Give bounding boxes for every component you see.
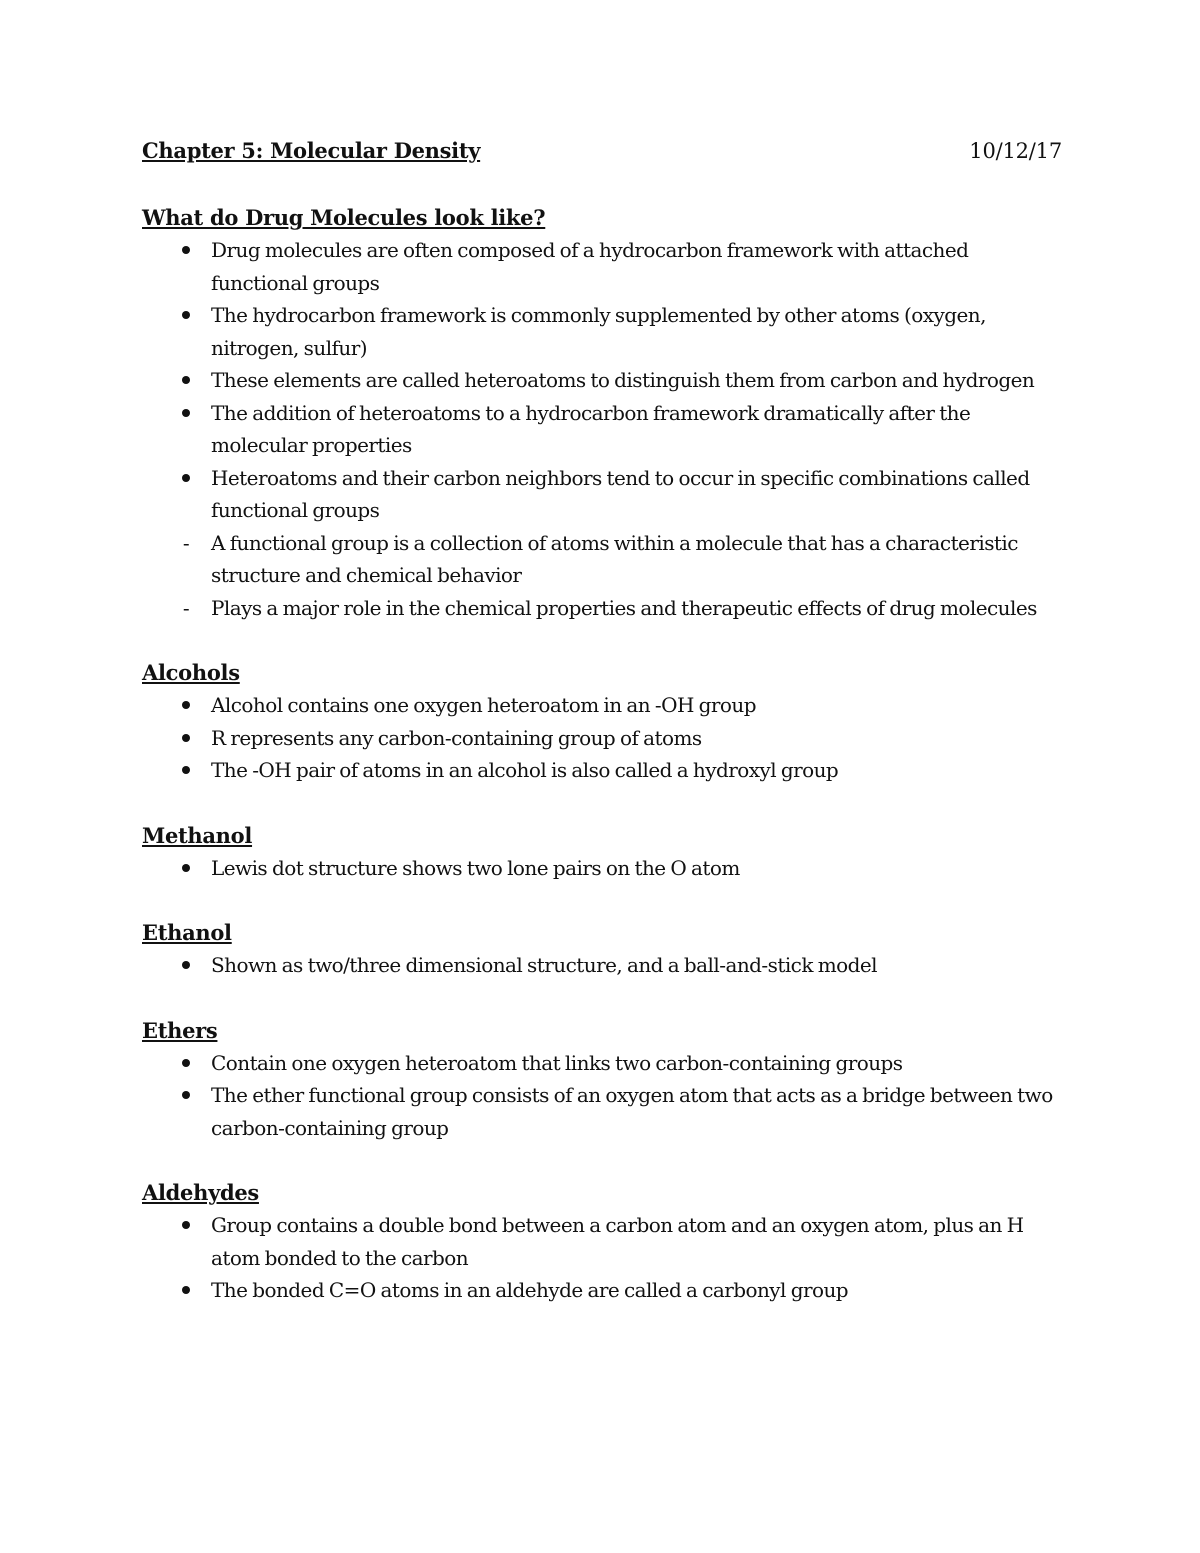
- list-item-text: Contain one oxygen heteroatom that links two carbon-containing groups: [211, 1050, 903, 1075]
- bullet-marker: [176, 397, 196, 430]
- list-item: [142, 527, 1062, 592]
- bullet-marker: [176, 1047, 196, 1080]
- list-item-text: A functional group is a collection of atoms within a molecule that has a characteristic structure and chemical behavior: [211, 530, 1018, 587]
- section: [142, 1015, 1062, 1145]
- section-heading: Ethanol: [142, 920, 232, 945]
- list-item: [142, 462, 1062, 527]
- list-item: [142, 1079, 1062, 1144]
- section-heading: Alcohols: [142, 660, 240, 685]
- list-item-text: The bonded C=O atoms in an aldehyde are called a carbonyl group: [211, 1278, 849, 1302]
- list-item: [142, 397, 1062, 462]
- bullet-marker: [176, 754, 196, 787]
- list-item-text: Drug molecules are often composed of a hydrocarbon framework with attached functional groups: [211, 238, 969, 295]
- list-item: [142, 1047, 1062, 1080]
- note-date: 10/12/17: [969, 139, 1062, 163]
- notes-body: [142, 202, 1062, 1307]
- document-page: [142, 138, 1062, 1340]
- list-item-text: Alcohol contains one oxygen heteroatom in an -OH group: [211, 693, 757, 717]
- list-item: [142, 852, 1062, 885]
- bullet-marker: [176, 364, 196, 397]
- bullet-marker: [176, 852, 196, 885]
- title-row: [142, 138, 1062, 178]
- list-item-text: These elements are called heteroatoms to distinguish them from carbon and hydrogen: [211, 368, 1035, 392]
- list-item-text: The addition of heteroatoms to a hydrocarbon framework dramatically after the molecular properties: [211, 400, 971, 457]
- list-item: [142, 754, 1062, 787]
- list-item-text: Heteroatoms and their carbon neighbors tend to occur in specific combinations called functional groups: [211, 465, 1030, 522]
- bullet-list: [142, 1209, 1062, 1307]
- bullet-marker: [176, 234, 196, 267]
- list-item: [142, 234, 1062, 299]
- list-item: [142, 1209, 1062, 1274]
- bullet-marker: [176, 299, 196, 332]
- section: [142, 202, 1062, 624]
- bullet-marker: [176, 462, 196, 495]
- section: [142, 1177, 1062, 1307]
- list-item: [142, 949, 1062, 982]
- list-item-text: Group contains a double bond between a carbon atom and an oxygen atom, plus an H atom bonded to the carbon: [211, 1213, 1024, 1270]
- list-item-text: Lewis dot structure shows two lone pairs on the O atom: [211, 855, 740, 880]
- list-item: [142, 689, 1062, 722]
- list-item: [142, 299, 1062, 364]
- bullet-marker: [176, 1274, 196, 1307]
- list-item-text: The ether functional group consists of an oxygen atom that acts as a bridge between two carbon-containing group: [211, 1083, 1053, 1140]
- list-item: [142, 1274, 1062, 1307]
- bullet-marker: [176, 1209, 196, 1242]
- list-item: [142, 722, 1062, 755]
- bullet-marker: [176, 689, 196, 722]
- section-heading: Ethers: [142, 1017, 218, 1043]
- list-item: [142, 364, 1062, 397]
- dash-marker: [176, 527, 196, 560]
- list-item-text: Plays a major role in the chemical properties and therapeutic effects of drug molecules: [211, 595, 1037, 620]
- bullet-list: [142, 852, 1062, 885]
- list-item: [142, 592, 1062, 625]
- list-item-text: R represents any carbon-containing group of atoms: [211, 725, 702, 750]
- bullet-list: [142, 234, 1062, 624]
- list-item-text: The hydrocarbon framework is commonly supplemented by other atoms (oxygen, nitrogen, sulfur): [211, 303, 986, 360]
- bullet-list: [142, 1047, 1062, 1145]
- list-item-text: Shown as two/three dimensional structure, and a ball-and-stick model: [211, 953, 877, 977]
- chapter-title: Chapter 5: Molecular Density: [142, 138, 481, 163]
- section: [142, 657, 1062, 787]
- bullet-list: [142, 949, 1062, 982]
- bullet-list: [142, 689, 1062, 787]
- section: [142, 917, 1062, 982]
- bullet-marker: [176, 949, 196, 982]
- section-heading: What do Drug Molecules look like?: [142, 205, 546, 230]
- bullet-marker: [176, 1079, 196, 1112]
- section: [142, 820, 1062, 885]
- bullet-marker: [176, 722, 196, 755]
- section-heading: Aldehydes: [142, 1180, 259, 1205]
- section-heading: Methanol: [142, 822, 253, 848]
- dash-marker: [176, 592, 196, 625]
- list-item-text: The -OH pair of atoms in an alcohol is also called a hydroxyl group: [211, 758, 839, 782]
